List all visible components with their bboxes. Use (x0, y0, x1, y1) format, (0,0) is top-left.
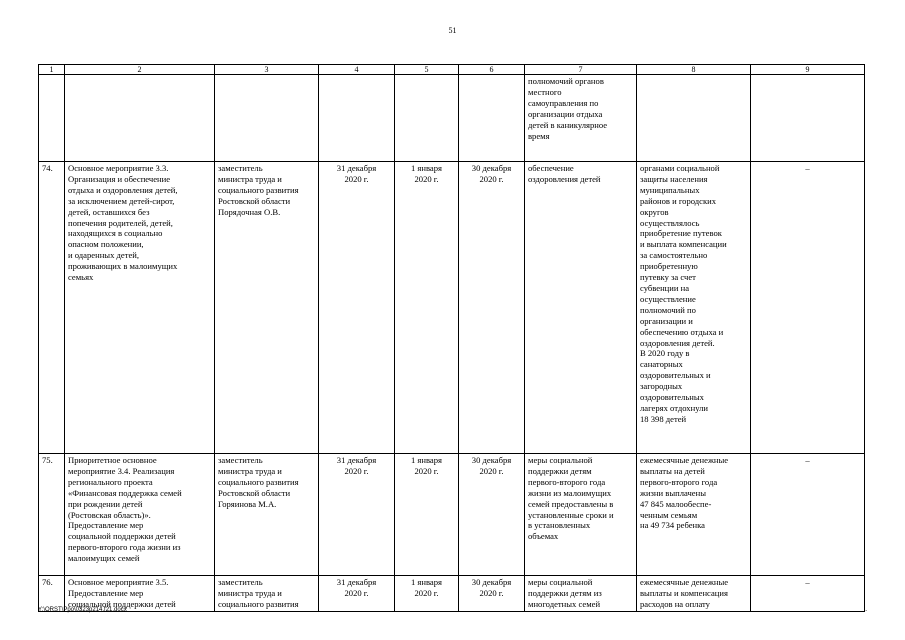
column-header: 3 (215, 65, 319, 75)
problems-cell (751, 75, 865, 162)
cell-text-line: первого-второго года (528, 476, 606, 487)
cell-text-line: 1 января (410, 455, 442, 465)
cell-text-line: выплаты на детей (640, 465, 705, 476)
cell-text-line: В 2020 году в (640, 348, 690, 359)
cell-text-line: отдыха и оздоровления детей, (68, 184, 178, 195)
cell-text-line: районов и городских (640, 195, 717, 206)
cell-text-line: при рождении детей (68, 498, 143, 509)
column-header: 5 (395, 65, 459, 75)
cell-text-line: самоуправления по (528, 97, 599, 108)
cell-text-line: заместитель (218, 163, 263, 173)
cell-text-line: 2020 г. (479, 587, 504, 598)
cell-text-line: социальной поддержки детей (68, 531, 176, 542)
start-date-cell (395, 454, 459, 576)
measure-name-cell (65, 454, 215, 576)
actual-result-cell (637, 75, 751, 162)
cell-text-line: осуществлялось (640, 217, 700, 228)
cell-text-line: субвенции на (640, 282, 690, 293)
cell-text-line: 2020 г. (479, 173, 504, 184)
cell-text-line: Организация и обеспечение (68, 173, 171, 184)
cell-text-line: 2020 г. (414, 173, 439, 184)
responsible-cell (215, 454, 319, 576)
cell-text-line: Основное мероприятие 3.5. (68, 577, 169, 587)
cell-text-line: Предоставление мер (68, 587, 144, 598)
cell-text-line: обеспечение (528, 163, 574, 173)
column-header: 2 (65, 65, 215, 75)
cell-text-line: путевку за счет (640, 272, 696, 283)
end-date-cell (459, 454, 525, 576)
end-date-cell (459, 75, 525, 162)
cell-text-line: Основное мероприятие 3.3. (68, 163, 169, 173)
cell-text-line: проживающих в малоимущих (68, 261, 178, 272)
report-table (38, 64, 865, 612)
cell-text-line: опасном положении, (68, 239, 144, 250)
cell-text-line: время (528, 130, 550, 141)
cell-text-line: малоимущих семей (68, 553, 140, 564)
cell-text-line: социального развития (218, 476, 299, 487)
expected-result-cell (525, 454, 637, 576)
cell-text-line: выплаты и компенсация (640, 587, 728, 598)
responsible-cell (215, 162, 319, 454)
cell-text-line: детей, оставшихся без (68, 206, 150, 217)
cell-text-line: организации отдыха (528, 108, 603, 119)
cell-text-line: муниципальных (640, 184, 700, 195)
expected-result-cell (525, 162, 637, 454)
column-header: 4 (319, 65, 395, 75)
page-number: 51 (448, 26, 457, 35)
column-header: 1 (39, 65, 65, 75)
cell-text-line: 1 января (410, 163, 442, 173)
cell-text-line: меры социальной (528, 577, 593, 587)
cell-text-line: регионального проекта (68, 476, 153, 487)
row-number-cell: 76. (39, 576, 65, 612)
planned-date-cell (319, 75, 395, 162)
cell-text-line: 2020 г. (414, 465, 439, 476)
table-row (39, 576, 865, 612)
cell-text-line: Ростовской области (218, 195, 291, 206)
cell-text-line: загородных (640, 381, 683, 392)
column-header: 8 (637, 65, 751, 75)
cell-text-line: и выплата компенсации (640, 239, 727, 250)
cell-text-line: социальной поддержки детей (68, 598, 176, 609)
cell-text-line: меры социальной (528, 455, 593, 465)
cell-text-line: социального развития (218, 598, 299, 609)
cell-text-line: жизни из малоимущих (528, 487, 612, 498)
cell-text-line: лагерях отдохнули (640, 402, 709, 413)
cell-text-line: организации и (640, 315, 693, 326)
cell-text-line: 2020 г. (344, 587, 369, 598)
cell-text-line: первого-второго года жизни из (68, 542, 181, 553)
cell-text-line: 1 января (410, 577, 442, 587)
cell-text-line: Ростовской области (218, 487, 291, 498)
cell-text-line: защиты населения (640, 173, 708, 184)
planned-date-cell (319, 454, 395, 576)
row-number-cell: 74. (39, 162, 65, 454)
cell-text-line: многодетных семей (528, 598, 601, 609)
cell-text-line: 30 декабря (471, 577, 512, 587)
cell-text-line: семей предоставлены в (528, 498, 614, 509)
planned-date-cell (319, 576, 395, 612)
cell-text-line: Приоритетное основное (68, 455, 157, 465)
planned-date-cell (319, 162, 395, 454)
problems-cell: – (751, 162, 865, 454)
cell-text-line: заместитель (218, 455, 263, 465)
cell-text-line: министра труда и (218, 465, 282, 476)
start-date-cell (395, 576, 459, 612)
cell-text-line: «Финансовая поддержка семей (68, 487, 182, 498)
column-header: 6 (459, 65, 525, 75)
problems-cell: – (751, 454, 865, 576)
cell-text-line: детей в каникулярное (528, 119, 608, 130)
cell-text-line: 47 845 малообеспе- (640, 498, 712, 509)
cell-text-line: находящихся в социально (68, 228, 163, 239)
cell-text-line: полномочий по (640, 304, 696, 315)
cell-text-line: 2020 г. (479, 465, 504, 476)
column-header: 7 (525, 65, 637, 75)
cell-text-line: поддержки детям (528, 465, 592, 476)
cell-text-line: 2020 г. (414, 587, 439, 598)
cell-text-line: жизни выплачены (640, 487, 706, 498)
cell-text-line: осуществление (640, 293, 696, 304)
cell-text-line: объемах (528, 531, 559, 542)
responsible-cell (215, 576, 319, 612)
measure-name-cell (65, 75, 215, 162)
cell-text-line: ежемесячные денежные (640, 455, 729, 465)
cell-text-line: за исключением детей-сирот, (68, 195, 175, 206)
cell-text-line: оздоровления детей. (640, 337, 715, 348)
cell-text-line: министра труда и (218, 587, 282, 598)
cell-text-line: 30 декабря (471, 455, 512, 465)
table-row (39, 454, 865, 576)
cell-text-line: оздоровительных (640, 392, 704, 403)
expected-result-cell (525, 75, 637, 162)
start-date-cell (395, 162, 459, 454)
table-row (39, 162, 865, 454)
cell-text-line: 18 398 детей (640, 413, 687, 424)
cell-text-line: 2020 г. (344, 465, 369, 476)
cell-text-line: оздоровления детей (528, 173, 601, 184)
cell-text-line: оздоровительных и (640, 370, 711, 381)
footer-mark: . (865, 605, 867, 613)
cell-text-line: первого-второго года (640, 476, 718, 487)
cell-text-line: Горяинова М.А. (218, 498, 277, 509)
cell-text-line: за самостоятельно (640, 250, 708, 261)
responsible-cell (215, 75, 319, 162)
cell-text-line: полномочий органов (528, 76, 604, 86)
cell-text-line: приобретенную (640, 261, 698, 272)
cell-text-line: 2020 г. (344, 173, 369, 184)
cell-text-line: 31 декабря (336, 455, 377, 465)
file-path-footer: Y:\ORST\Ppo\0323p214.f21.docx (38, 607, 127, 613)
expected-result-cell (525, 576, 637, 612)
cell-text-line: Предоставление мер (68, 520, 144, 531)
cell-text-line: расходов на оплату (640, 598, 710, 609)
problems-cell: – (751, 576, 865, 612)
cell-text-line: округов (640, 206, 669, 217)
cell-text-line: ежемесячные денежные (640, 577, 729, 587)
measure-name-cell (65, 576, 215, 612)
cell-text-line: семьях (68, 272, 94, 283)
cell-text-line: на 49 734 ребенка (640, 520, 705, 531)
end-date-cell (459, 576, 525, 612)
end-date-cell (459, 162, 525, 454)
cell-text-line: санаторных (640, 359, 683, 370)
cell-text-line: приобретение путевок (640, 228, 722, 239)
cell-text-line: мероприятие 3.4. Реализация (68, 465, 175, 476)
cell-text-line: заместитель (218, 577, 263, 587)
cell-text-line: попечения родителей, детей, (68, 217, 173, 228)
cell-text-line: ченным семьям (640, 509, 698, 520)
actual-result-cell (637, 576, 751, 612)
cell-text-line: поддержки детям из (528, 587, 602, 598)
cell-text-line: 30 декабря (471, 163, 512, 173)
start-date-cell (395, 75, 459, 162)
cell-text-line: и одаренных детей, (68, 250, 140, 261)
cell-text-line: 31 декабря (336, 163, 377, 173)
cell-text-line: (Ростовская область)». (68, 509, 151, 520)
cell-text-line: Порядочная О.В. (218, 206, 281, 217)
cell-text-line: в установленных (528, 520, 591, 531)
table-row (39, 75, 865, 162)
column-header: 9 (751, 65, 865, 75)
column-header-row (39, 65, 865, 75)
cell-text-line: социального развития (218, 184, 299, 195)
actual-result-cell (637, 454, 751, 576)
cell-text-line: министра труда и (218, 173, 282, 184)
row-number-cell: 75. (39, 454, 65, 576)
cell-text-line: обеспечению отдыха и (640, 326, 724, 337)
cell-text-line: установленные сроки и (528, 509, 614, 520)
cell-text-line: местного (528, 86, 562, 97)
cell-text-line: органами социальной (640, 163, 720, 173)
cell-text-line: 31 декабря (336, 577, 377, 587)
measure-name-cell (65, 162, 215, 454)
row-number-cell (39, 75, 65, 162)
actual-result-cell (637, 162, 751, 454)
